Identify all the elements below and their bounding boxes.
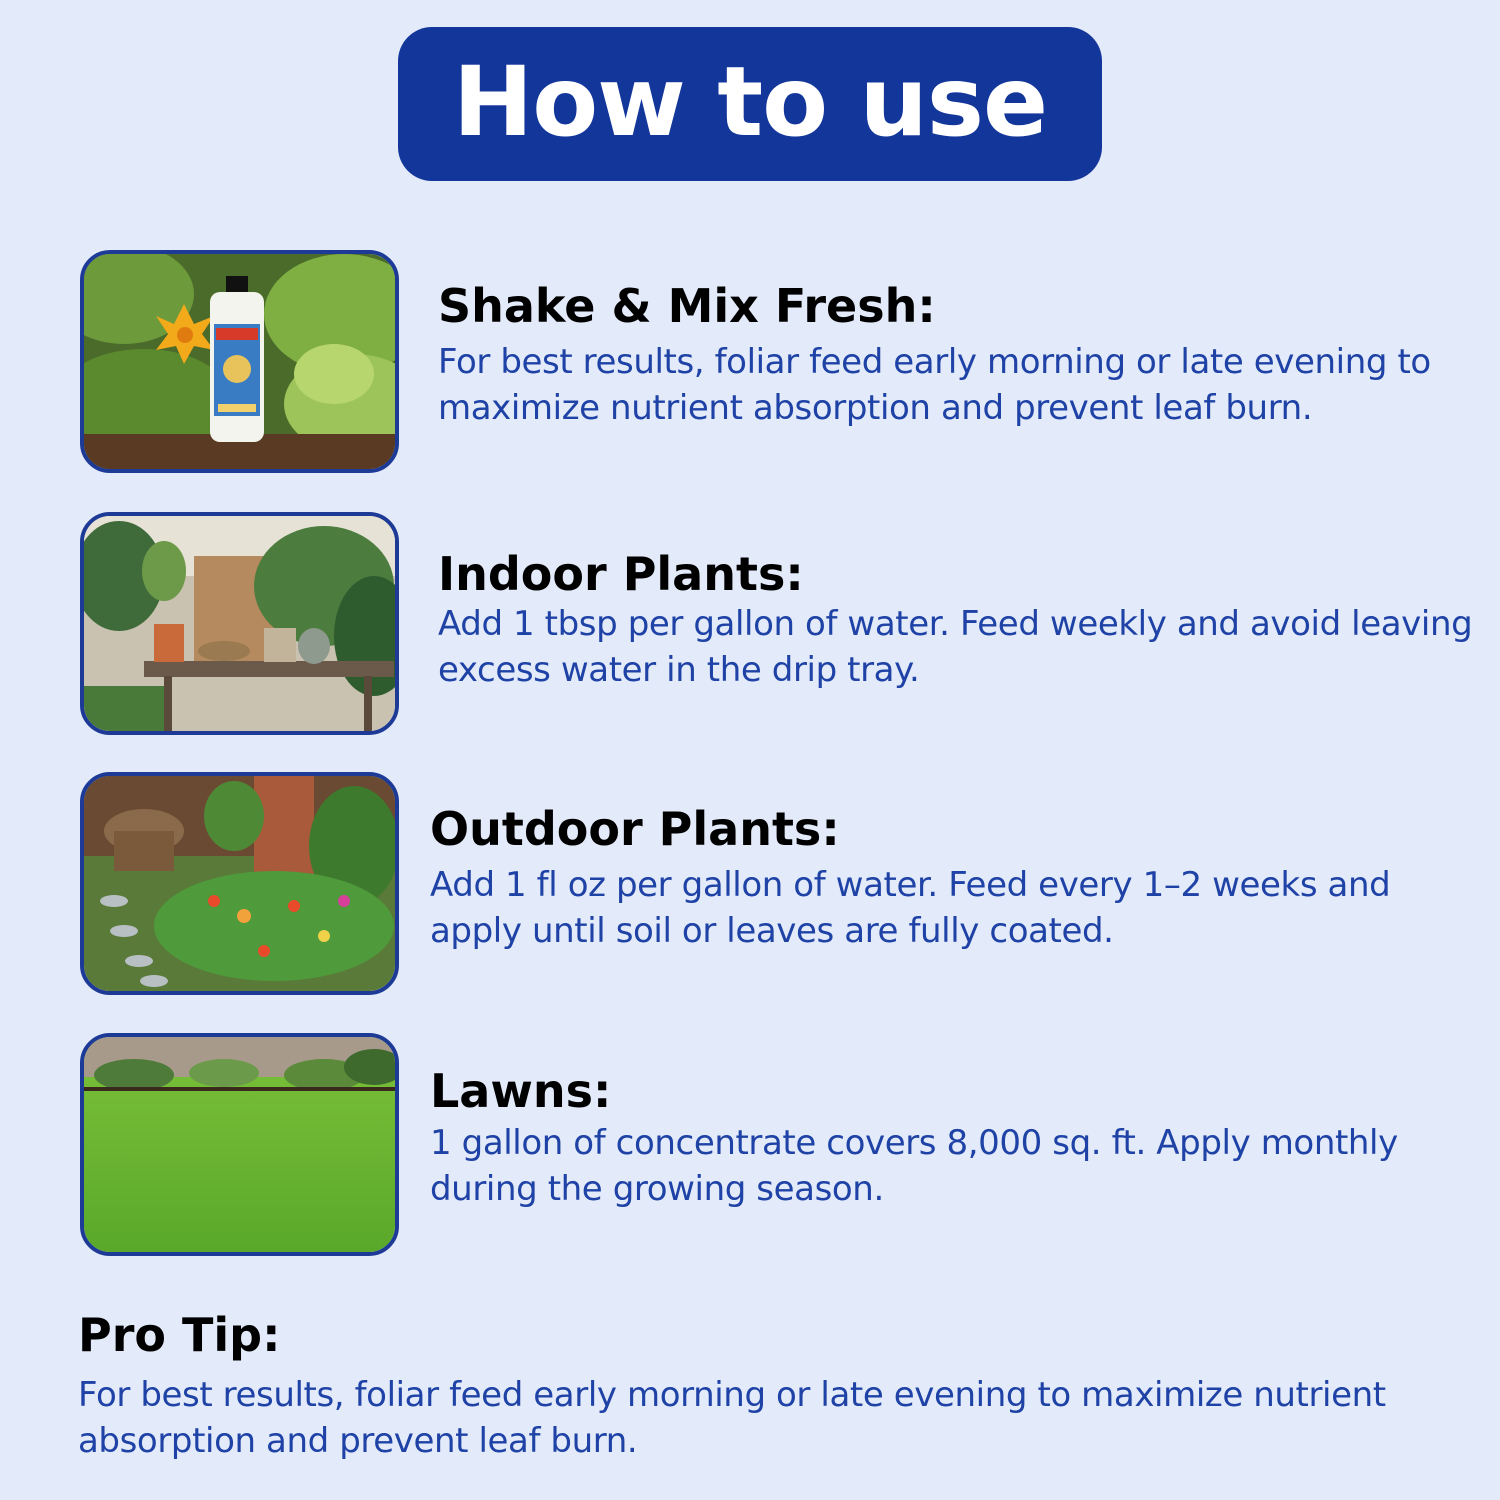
- title-banner: [398, 27, 1102, 181]
- step-description-shake-mix: For best results, foliar feed early morning or late evening to maximize nutrient absorption and prevent leaf burn.: [438, 342, 1431, 428]
- indoor-plants-photo: [80, 512, 399, 735]
- step-heading-shake-mix: Shake & Mix Fresh:: [438, 279, 936, 333]
- outdoor-garden-photo: [80, 772, 399, 995]
- step-heading-indoor-plants: Indoor Plants:: [438, 547, 804, 601]
- pro-tip-description: For best results, foliar feed early morning or late evening to maximize nutrient absorption and prevent leaf burn.: [78, 1375, 1386, 1461]
- outdoor-garden-image: [84, 776, 395, 991]
- indoor-plants-image: [84, 516, 395, 731]
- garden-bottle-image: [84, 254, 395, 469]
- step-description-lawns: 1 gallon of concentrate covers 8,000 sq. ft. Apply monthly during the growing season.: [430, 1123, 1398, 1209]
- step-description-indoor-plants: Add 1 tbsp per gallon of water. Feed weekly and avoid leaving excess water in the drip tray.: [438, 604, 1473, 690]
- page-title: How to use: [452, 46, 1048, 158]
- garden-bottle-photo: [80, 250, 399, 473]
- lawn-photo: [80, 1033, 399, 1256]
- lawn-image: [84, 1037, 395, 1252]
- step-description-outdoor-plants: Add 1 fl oz per gallon of water. Feed every 1–2 weeks and apply until soil or leaves are fully coated.: [430, 865, 1391, 951]
- step-heading-lawns: Lawns:: [430, 1064, 612, 1118]
- step-heading-outdoor-plants: Outdoor Plants:: [430, 802, 840, 856]
- pro-tip-heading: Pro Tip:: [78, 1308, 281, 1362]
